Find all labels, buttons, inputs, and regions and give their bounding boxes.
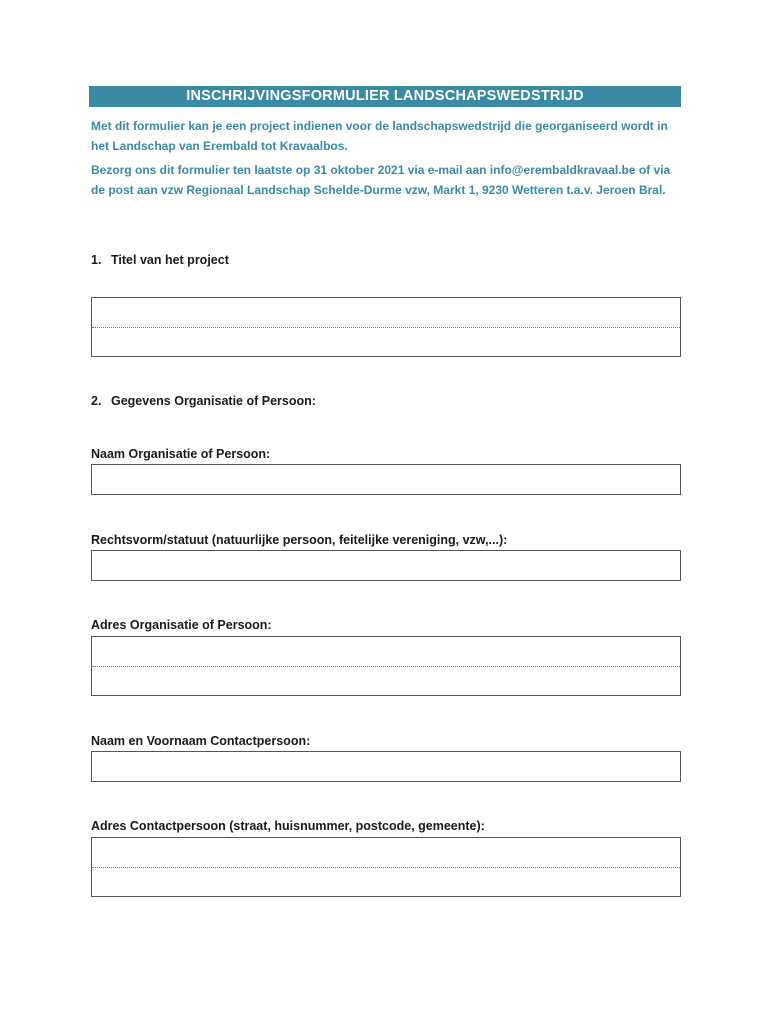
- intro-paragraph-1: Met dit formulier kan je een project indienen voor de landschapswedstrijd die georganiseerd wordt in het Landschap van Erembald tot Kravaalbos.: [91, 119, 668, 153]
- contactpersoon-naam-label: Naam en Voornaam Contactpersoon:: [91, 734, 311, 748]
- contactpersoon-adres-label: Adres Contactpersoon (straat, huisnummer, postcode, gemeente):: [91, 819, 485, 833]
- adres-organisatie-input-line-2[interactable]: [92, 666, 680, 695]
- contactpersoon-adres-input-line-2[interactable]: [92, 867, 680, 896]
- section-2-heading: [91, 393, 316, 409]
- intro-paragraph-2: Bezorg ons dit formulier ten laatste op 31 oktober 2021 via e-mail aan info@erembaldkravaal.be of via de post aan vzw Regionaal Landschap Schelde-Durme vzw, Markt 1, 9230 Wetteren t.a.v. Jeroen Bral.: [91, 163, 671, 197]
- naam-organisatie-label: Naam Organisatie of Persoon:: [91, 447, 271, 461]
- form-title: INSCHRIJVINGSFORMULIER LANDSCHAPSWEDSTRIJD: [89, 86, 681, 107]
- naam-organisatie-input[interactable]: [91, 464, 681, 495]
- project-title-input-line-2[interactable]: [92, 327, 680, 356]
- contactpersoon-adres-input-line-1[interactable]: [92, 838, 680, 867]
- section-1-number: 1.: [91, 253, 102, 267]
- section-1-title: Titel van het project: [111, 253, 229, 267]
- project-title-field: [91, 297, 681, 357]
- contactpersoon-adres-field: [91, 837, 681, 897]
- rechtsvorm-label: Rechtsvorm/statuut (natuurlijke persoon, feitelijke vereniging, vzw,...):: [91, 533, 508, 547]
- section-2-title: Gegevens Organisatie of Persoon:: [111, 394, 316, 408]
- section-2-number: 2.: [91, 394, 102, 408]
- adres-organisatie-field: [91, 636, 681, 696]
- section-1-heading: [91, 252, 229, 268]
- adres-organisatie-input-line-1[interactable]: [92, 637, 680, 666]
- project-title-input-line-1[interactable]: [92, 298, 680, 327]
- rechtsvorm-input[interactable]: [91, 550, 681, 581]
- contactpersoon-naam-input[interactable]: [91, 751, 681, 782]
- adres-organisatie-label: Adres Organisatie of Persoon:: [91, 618, 272, 632]
